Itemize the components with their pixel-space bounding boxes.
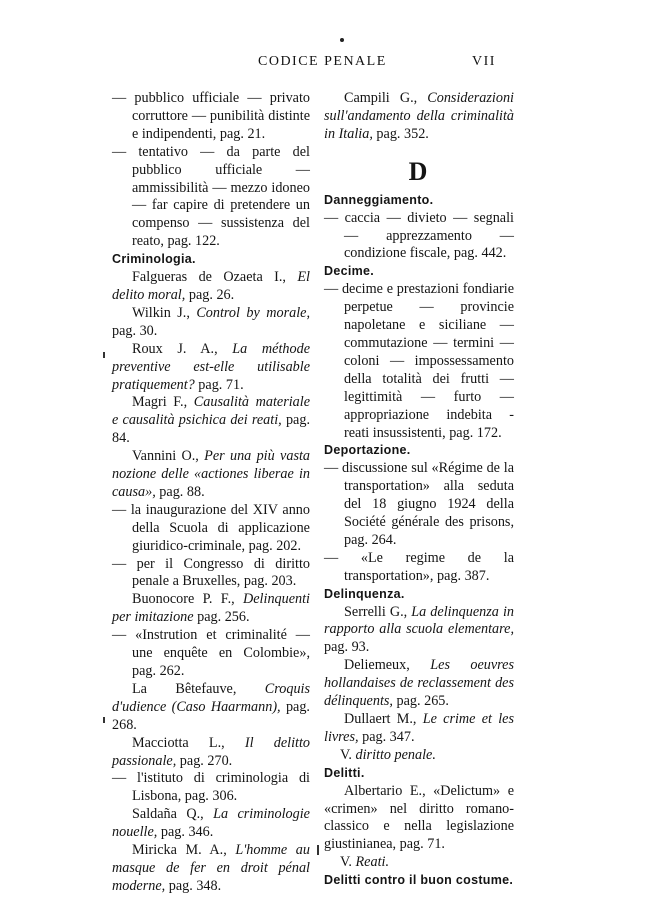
citation-title: La criminologie nouelle, <box>112 806 310 841</box>
index-entry: — per il Congresso di diritto penale a Bruxelles, pag. 203. <box>112 555 310 590</box>
cross-reference <box>324 854 514 872</box>
index-entry: — «Le regime de la transportation», pag. 387. <box>324 549 514 584</box>
citation-page-ref: pag. 348. <box>165 877 222 894</box>
page-number: VII <box>472 54 496 69</box>
citation-page-ref: pag. 347. <box>358 728 415 745</box>
bibliographic-citation <box>112 305 310 341</box>
margin-mark <box>317 845 319 855</box>
citation-page-ref: pag. 88. <box>155 483 205 500</box>
citation-author: Roux J. A., <box>132 340 233 357</box>
cross-reference-target: Reati. <box>355 854 390 871</box>
bibliographic-citation <box>112 842 310 896</box>
margin-mark <box>103 352 105 358</box>
citation-title: Control by morale, <box>196 304 310 321</box>
bibliographic-citation <box>112 591 310 627</box>
citation-title: Le crime et les livres, <box>324 711 514 745</box>
citation-author: La Bêtefauve, <box>132 680 265 697</box>
running-header-title: CODICE PENALE <box>258 54 387 69</box>
citation-author: Wilkin J., <box>132 304 197 321</box>
citation-title: Considerazioni sull'andamento della criminalità in Italia, <box>324 90 514 142</box>
section-letter: D <box>408 156 430 186</box>
bibliographic-citation <box>112 269 310 305</box>
citation-title: La delinquenza in rapporto alla scuola elementare, <box>324 603 514 638</box>
citation-page-ref: pag. 71. <box>194 376 244 393</box>
bibliographic-citation <box>112 806 310 842</box>
citation-title: L'homme au masque de fer en droit pénal moderne, <box>112 842 310 894</box>
citation-page-ref: pag. 265. <box>392 693 449 710</box>
citation-author: Macciotta L., <box>132 734 245 751</box>
index-entry: — «Instrution et criminalité — une enquête en Colombie», pag. 262. <box>112 627 310 679</box>
index-column-right <box>324 90 514 890</box>
citation-title: Croquis d'udience (Caso Haarmann), <box>112 680 310 715</box>
letter-d-entries <box>324 192 514 890</box>
index-heading: Decime. <box>324 264 375 279</box>
bibliographic-citation <box>324 657 514 711</box>
bibliographic-citation <box>324 604 514 658</box>
citation-page-ref: pag. 346. <box>157 824 214 841</box>
index-heading: Delitti contro il buon costume. <box>324 873 514 888</box>
citation-author: Falgueras de Ozaeta I., <box>132 269 298 286</box>
citation-author: Saldaña Q., <box>132 806 214 823</box>
index-heading: Delitti. <box>324 765 365 780</box>
citation-page-ref: pag. 26. <box>185 286 235 303</box>
citation-page-ref: pag. 93. <box>324 639 370 656</box>
citation-author: Dullaert M., <box>344 711 423 727</box>
citation-author: Buonocore P. F., <box>132 591 244 608</box>
citation-title: Il delitto passionale, <box>112 734 311 769</box>
citation-author: Serrelli G., <box>344 603 412 620</box>
bibliographic-citation <box>324 90 514 144</box>
citation-title: La méthode preventive est-elle utilisable pratiquement? <box>112 340 310 393</box>
index-entry: — caccia — divieto — segnali — apprezzamento — condizione fiscale, pag. 442. <box>324 209 514 262</box>
index-heading: Delinquenza. <box>324 586 405 601</box>
index-heading: Danneggiamento. <box>324 192 434 207</box>
bibliographic-citation <box>112 681 310 735</box>
citation-author: Vannini O., <box>132 448 205 465</box>
citation-page-ref: pag. 352. <box>372 125 429 142</box>
bibliographic-citation <box>112 341 310 395</box>
index-entry: — tentativo — da parte del pubblico ufficiale — ammissibilità — mezzo idoneo — far capire di pretendere un compenso — sussistenza del reato, pag. 122. <box>112 143 310 250</box>
cross-reference-target: diritto penale. <box>355 746 436 763</box>
citation-author: Magri F., <box>132 394 194 411</box>
cross-reference-prefix: V. <box>340 854 356 871</box>
index-heading: Deportazione. <box>324 443 411 458</box>
index-entry: — l'istituto di criminologia di Lisbona, pag. 306. <box>112 770 310 805</box>
cross-reference-prefix: V. <box>340 746 356 763</box>
cross-reference <box>324 747 514 765</box>
margin-mark <box>103 717 105 723</box>
continued-entries <box>324 90 514 144</box>
bibliographic-citation <box>112 394 310 448</box>
index-heading: Criminologia. <box>112 252 196 267</box>
citation-page-ref: pag. 30. <box>112 322 158 339</box>
bibliographic-citation <box>324 711 514 747</box>
citation-page-ref: pag. 268. <box>112 698 310 733</box>
citation-page-ref: pag. 256. <box>193 609 250 626</box>
citation-author: Campili G., <box>344 90 428 106</box>
index-entry: — decime e prestazioni fondiarie perpetue — provincie napoletane e siciliane — commutazione — termini — coloni — impossessamento della totalità dei frutti — legittimità — furto — appropriazione indebita - reati insussistenti, pag. 172. <box>324 281 514 441</box>
index-column-left <box>112 90 310 896</box>
citation-title: Delinquenti per imitazione <box>112 591 310 626</box>
citation-page-ref: pag. 270. <box>176 752 233 769</box>
index-entry: — pubblico ufficiale — privato corruttore — punibilità distinte e indipendenti, pag. 21. <box>112 90 310 142</box>
bibliographic-citation <box>112 448 310 502</box>
bibliographic-citation <box>112 735 310 771</box>
citation-title: Causalità materiale e causalità psichica dei reati, <box>112 394 310 429</box>
index-entry: — la inaugurazione del XIV anno della Scuola di applicazione giuridico-criminale, pag. 202. <box>112 501 310 554</box>
citation-author: Deliemeux, <box>344 657 431 674</box>
ink-dot <box>340 38 344 42</box>
citation-title: Les oeuvres hollandaises de reclassement des délinquents, <box>324 657 514 710</box>
citation-title: El delito moral, <box>112 269 310 303</box>
citation-author: Miricka M. A., <box>132 842 236 859</box>
index-entry: Albertario E., «Delictum» e «crimen» nel diritto romano-classico e nella legislazione giustinianea, pag. 71. <box>324 782 514 853</box>
citation-title: Per una più vasta nozione delle «actiones liberae in causa», <box>112 448 311 500</box>
index-entry: — discussione sul «Régime de la transportation» alla seduta del 18 giugno 1924 della Société générale des prisons, pag. 264. <box>324 460 514 548</box>
citation-page-ref: pag. 84. <box>112 412 310 447</box>
